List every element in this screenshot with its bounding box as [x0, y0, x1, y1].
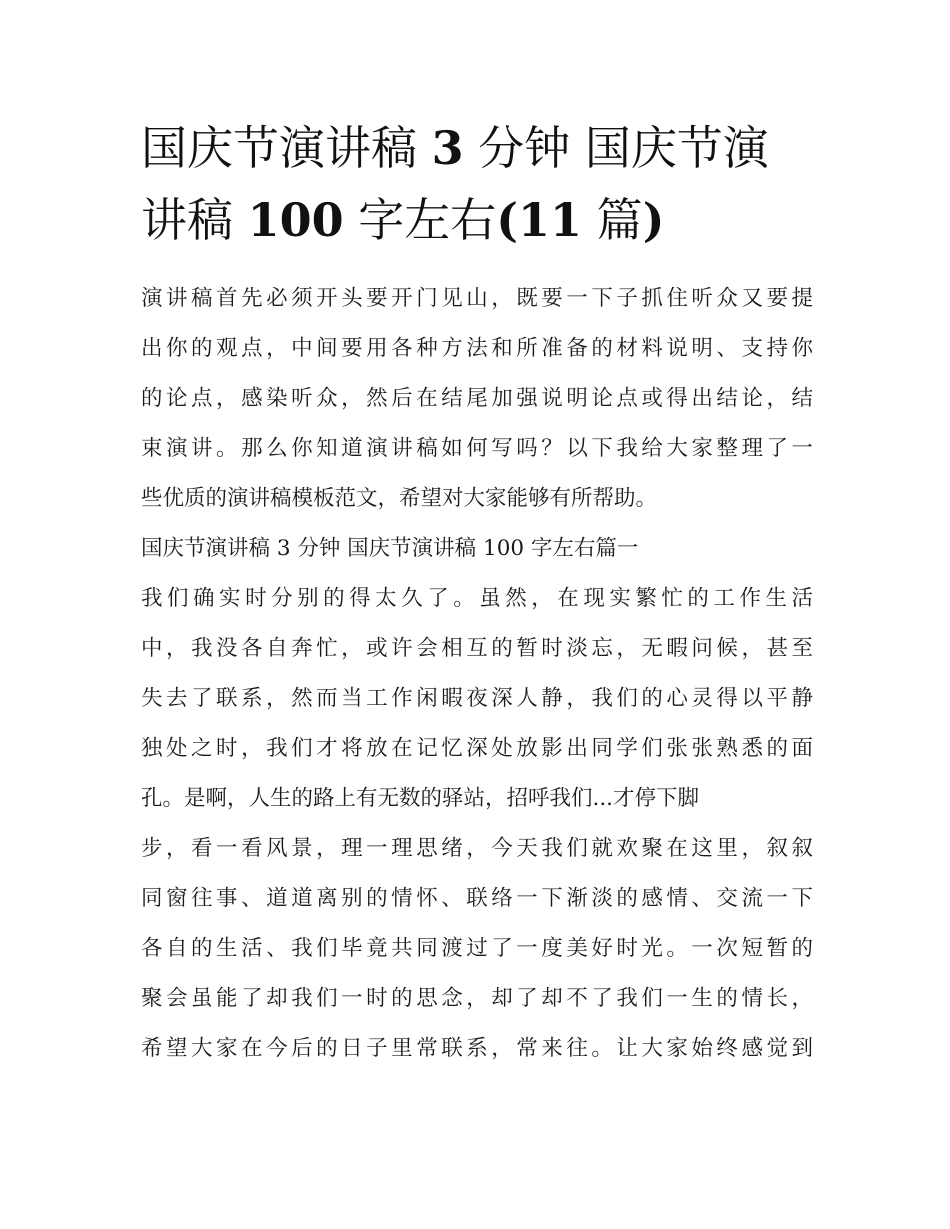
body-line: 独处之时，我们才将放在记忆深处放影出同学们张张熟悉的面 — [141, 736, 813, 761]
title-line-1: 国庆节演讲稿 3 分钟 国庆节演 — [141, 121, 769, 175]
body-line: 希望大家在今后的日子里常联系，常来往。让大家始终感觉到 — [141, 1036, 813, 1061]
body-line: 孔。是啊，人生的路上有无数的驿站，招呼我们...才停下脚 — [141, 786, 700, 811]
section-body — [141, 574, 813, 1074]
body-line: 失去了联系，然而当工作闲暇夜深人静，我们的心灵得以平静 — [141, 686, 813, 711]
body-line: 各自的生活、我们毕竟共同渡过了一度美好时光。一次短暂的 — [141, 936, 813, 961]
intro-line: 些优质的演讲稿模板范文，希望对大家能够有所帮助。 — [141, 486, 658, 511]
intro-line: 出你的观点，中间要用各种方法和所准备的材料说明、支持你 — [141, 336, 813, 361]
body-line: 同窗往事、道道离别的情怀、联络一下渐淡的感情、交流一下 — [141, 886, 813, 911]
body-line: 中，我没各自奔忙，或许会相互的暂时淡忘，无暇问候，甚至 — [141, 636, 813, 661]
body-line: 聚会虽能了却我们一时的思念，却了却不了我们一生的情长， — [141, 986, 813, 1011]
intro-line: 束演讲。那么你知道演讲稿如何写吗？以下我给大家整理了一 — [141, 436, 813, 461]
title-line-2: 讲稿 100 字左右(11 篇) — [141, 193, 665, 247]
document-content — [141, 112, 813, 1074]
intro-paragraph — [141, 274, 813, 524]
body-line: 我们确实时分别的得太久了。虽然，在现实繁忙的工作生活 — [141, 586, 813, 611]
document-title — [141, 112, 813, 256]
section-heading: 国庆节演讲稿 3 分钟 国庆节演讲稿 100 字左右篇一 — [141, 536, 639, 561]
intro-line: 的论点，感染听众，然后在结尾加强说明论点或得出结论，结 — [141, 386, 813, 411]
intro-line: 演讲稿首先必须开头要开门见山，既要一下子抓住听众又要提 — [141, 286, 813, 311]
body-line: 步，看一看风景，理一理思绪，今天我们就欢聚在这里，叙叙 — [141, 836, 813, 861]
